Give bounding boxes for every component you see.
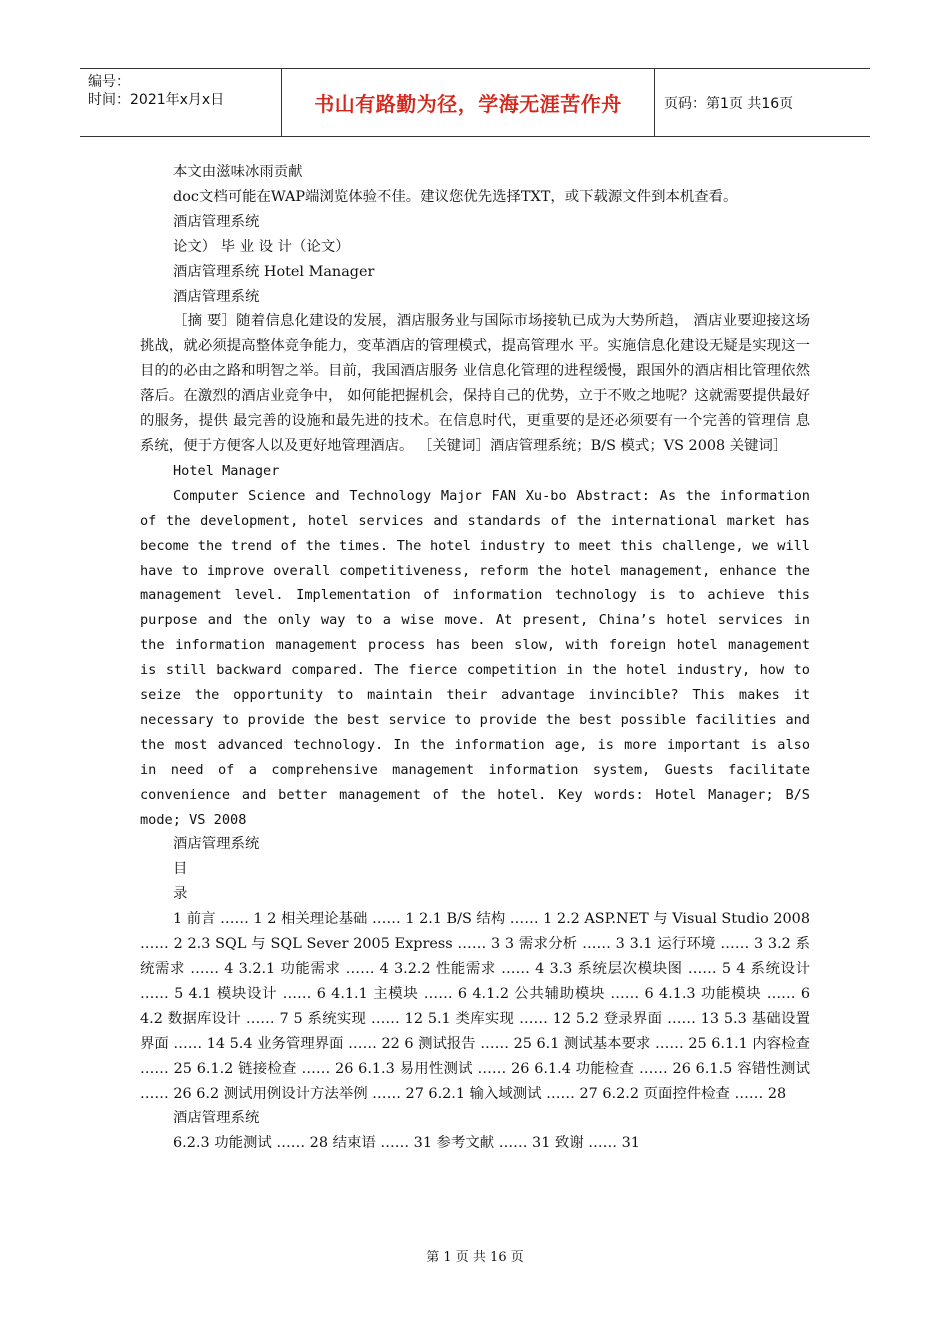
title-line: 酒店管理系统: [173, 288, 260, 305]
title-line: 酒店管理系统: [173, 836, 260, 853]
header-motto: 书山有路勤为径，学海无涯苦作舟: [282, 69, 655, 136]
header-meta: [80, 69, 282, 136]
page-footer: 第 1 页 共 16 页: [426, 1250, 524, 1265]
time-label: 时间：2021年x月x日: [88, 92, 225, 108]
hotel-manager-line: Hotel Manager: [173, 462, 280, 479]
title-en-line: 酒店管理系统 Hotel Manager: [173, 263, 375, 280]
abstract-cn: ［摘 要］随着信息化建设的发展，酒店服务业与国际市场接轨已成为大势所趋， 酒店业要迎接这场挑战，就必须提高整体竞争能力，变革酒店的管理模式，提高管理水 平。实施信息化建设无疑是实现这一目的的必由之路和明智之举。目前，我国酒店服务 业信息化管理的进程缓慢，跟国外的酒店相比管理依然落后。在激烈的酒店业竞争中， 如何能把握机会，保持自己的优势，立于不败之地呢？这就需要提供最好的服务，提供 最完善的设施和最先进的技术。在信息时代，更重要的是还必须要有一个完善的管理信 息系统，便于方便客人以及更好地管理酒店。 ［关键词］酒店管理系统；B/S 模式；VS 2008 关键词］: [140, 313, 810, 454]
title-line: 酒店管理系统: [173, 213, 260, 230]
notice-line: doc文档可能在WAP端浏览体验不佳。建议您优先选择TXT，或下载源文件到本机查看。: [173, 188, 738, 205]
contributor-line: 本文由滋味冰雨贡献: [173, 164, 303, 180]
toc-entries: 1 前言 …… 1 2 相关理论基础 …… 1 2.1 B/S 结构 …… 1 2.2 ASP.NET 与 Visual Studio 2008 …… 2 2.3 SQL 与 SQL Sever 2005 Express …… 3 3 需求分析 …… 3 3.1 运行环境 …… 3 3.2 系统需求 …… 4 3.2.1 功能需求 …… 4 3.2.2 性能需求 …… 4 3.3 系统层次模块图 …… 5 4 系统设计 …… 5 4.1 模块设计 …… 6 4.1.1 主模块 …… 6 4.1.2 公共辅助模块 …… 6 4.1.3 功能模块 …… 6 4.2 数据库设计 …… 7 5 系统实现 …… 12 5.1 类库实现 …… 12 5.2 登录界面 …… 13 5.3 基础设置界面 …… 14 5.4 业务管理界面 …… 22 6 测试报告 …… 25 6.1 测试基本要求 …… 25 6.1.1 内容检查 …… 25 6.1.2 链接检查 …… 26 6.1.3 易用性测试 …… 26 6.1.4 功能检查 …… 26 6.1.5 容错性测试 …… 26 6.2 测试用例设计方法举例 …… 27 6.2.1 输入域测试 …… 27 6.2.2 页面控件检查 …… 28: [140, 911, 810, 1102]
header-table: [80, 68, 870, 137]
toc-heading-2: 录: [173, 886, 188, 903]
toc-last-line: 6.2.3 功能测试 …… 28 结束语 …… 31 参考文献 …… 31 致谢 …… 31: [173, 1135, 640, 1152]
title-line: 酒店管理系统: [173, 1110, 260, 1127]
toc-heading-1: 目: [173, 861, 188, 878]
header-page-info: 页码：第1页 共16页: [664, 95, 794, 112]
number-label: 编号：: [88, 74, 130, 90]
thesis-line: 论文） 毕 业 设 计（论文）: [173, 238, 350, 255]
abstract-en: Computer Science and Technology Major FAN Xu-bo Abstract: As the information of the development, hotel services and standards of the international market has become the trend of the times. The hotel industry to meet this challenge, we will have to improve overall competitiveness, reform the hotel management, enhance the management level. Implementation of information technology is to achieve this purpose and the only way to a wise move. At present, China’s hotel services in the information management process has been slow, with foreign hotel management is still backward compared. The fierce competition in the hotel industry, how to seize the opportunity to maintain their advantage invincible? This makes it necessary to provide the best service to provide the best possible facilities and the most advanced technology. In the information age, is more important is also in need of a comprehensive management information system, Guests facilitate convenience and better management of the hotel. Key words: Hotel Manager; B/S mode; VS 2008: [140, 487, 810, 828]
document-body: [140, 160, 810, 1156]
